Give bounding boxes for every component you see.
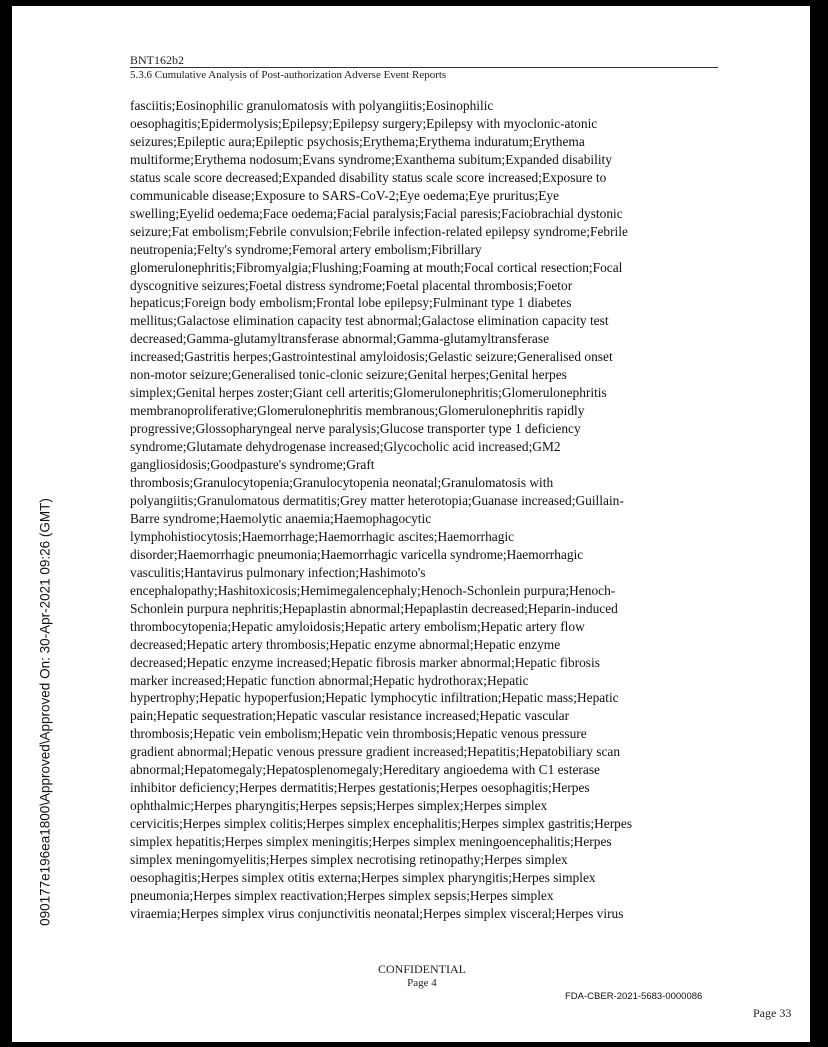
body-line: decreased;Gamma-glutamyltransferase abnormal;Gamma-glutamyltransferase <box>130 331 550 347</box>
body-line: increased;Gastritis herpes;Gastrointestinal amyloidosis;Gelastic seizure;Generalised onset <box>130 349 613 365</box>
body-line: simplex;Genital herpes zoster;Giant cell arteritis;Glomerulonephritis;Glomerulonephritis <box>130 385 607 401</box>
body-line: marker increased;Hepatic function abnormal;Hepatic hydrothorax;Hepatic <box>130 672 529 688</box>
body-line: communicable disease;Exposure to SARS-CoV-2;Eye oedema;Eye pruritus;Eye <box>130 187 560 203</box>
body-line: swelling;Eyelid oedema;Face oedema;Facial paralysis;Facial paresis;Faciobrachial dystonic <box>130 205 623 221</box>
inner-page-number: Page 4 <box>407 977 437 989</box>
body-line: hepaticus;Foreign body embolism;Frontal lobe epilepsy;Fulminant type 1 diabetes <box>130 295 572 311</box>
body-line: Schonlein purpura nephritis;Hepaplastin abnormal;Hepaplastin decreased;Heparin-induced <box>130 600 618 616</box>
body-line: glomerulonephritis;Fibromyalgia;Flushing;Foaming at mouth;Focal cortical resection;Focal <box>130 259 623 275</box>
body-line: simplex meningomyelitis;Herpes simplex necrotising retinopathy;Herpes simplex <box>130 852 568 868</box>
body-line: thrombocytopenia;Hepatic amyloidosis;Hepatic artery embolism;Hepatic artery flow <box>130 618 585 634</box>
body-line: decreased;Hepatic artery thrombosis;Hepatic enzyme abnormal;Hepatic enzyme <box>130 636 561 652</box>
body-line: seizure;Fat embolism;Febrile convulsion;Febrile infection-related epilepsy syndrome;Febrile <box>130 223 628 239</box>
body-line: disorder;Haemorrhagic pneumonia;Haemorrhagic varicella syndrome;Haemorrhagic <box>130 546 584 562</box>
body-line: pain;Hepatic sequestration;Hepatic vascular resistance increased;Hepatic vascular <box>130 708 570 724</box>
body-line: non-motor seizure;Generalised tonic-clonic seizure;Genital herpes;Genital herpes <box>130 367 567 383</box>
body-line: viraemia;Herpes simplex virus conjunctivitis neonatal;Herpes simplex visceral;Herpes virus <box>130 905 624 921</box>
body-line: mellitus;Galactose elimination capacity test abnormal;Galactose elimination capacity test <box>130 313 609 329</box>
body-line: pneumonia;Herpes simplex reactivation;Herpes simplex sepsis;Herpes simplex <box>130 887 554 903</box>
body-line: oesophagitis;Herpes simplex otitis externa;Herpes simplex pharyngitis;Herpes simplex <box>130 869 596 885</box>
approval-stamp: 090177e196ea1800\Approved\Approved On: 30-Apr-2021 09:26 (GMT) <box>37 498 53 926</box>
body-line: encephalopathy;Hashitoxicosis;Hemimegalencephaly;Henoch-Schonlein purpura;Henoch- <box>130 582 616 598</box>
body-line: lymphohistiocytosis;Haemorrhage;Haemorrhagic ascites;Haemorrhagic <box>130 528 515 544</box>
body-line: progressive;Glossopharyngeal nerve paralysis;Glucose transporter type 1 deficiency <box>130 421 581 437</box>
body-line: inhibitor deficiency;Herpes dermatitis;Herpes gestationis;Herpes oesophagitis;Herpes <box>130 780 590 796</box>
body-line: syndrome;Glutamate dehydrogenase increased;Glycocholic acid increased;GM2 <box>130 439 561 455</box>
body-line: thrombosis;Hepatic vein embolism;Hepatic vein thrombosis;Hepatic venous pressure <box>130 726 587 742</box>
body-line: hypertrophy;Hepatic hypoperfusion;Hepatic lymphocytic infiltration;Hepatic mass;Hepatic <box>130 690 619 706</box>
confidential-label: CONFIDENTIAL <box>378 962 466 976</box>
body-line: abnormal;Hepatomegaly;Hepatosplenomegaly;Hereditary angioedema with C1 esterase <box>130 762 600 778</box>
body-line: dyscognitive seizures;Foetal distress syndrome;Foetal placental thrombosis;Foetor <box>130 277 573 293</box>
body-line: multiforme;Erythema nodosum;Evans syndrome;Exanthema subitum;Expanded disability <box>130 151 612 167</box>
body-line: ophthalmic;Herpes pharyngitis;Herpes sepsis;Herpes simplex;Herpes simplex <box>130 798 548 814</box>
adverse-event-list <box>130 97 720 937</box>
body-line: gradient abnormal;Hepatic venous pressure gradient increased;Hepatitis;Hepatobiliary scan <box>130 744 621 760</box>
body-line: decreased;Hepatic enzyme increased;Hepatic fibrosis marker abnormal;Hepatic fibrosis <box>130 654 600 670</box>
body-line: Barre syndrome;Haemolytic anaemia;Haemophagocytic <box>130 510 432 526</box>
body-line: polyangiitis;Granulomatous dermatitis;Grey matter heterotopia;Guanase increased;Guillain- <box>130 492 624 508</box>
outer-page-number: Page 33 <box>753 1006 792 1020</box>
body-line: vasculitis;Hantavirus pulmonary infection;Hashimoto's <box>130 564 426 580</box>
body-line: thrombosis;Granulocytopenia;Granulocytopenia neonatal;Granulomatosis with <box>130 475 554 491</box>
body-line: seizures;Epileptic aura;Epileptic psychosis;Erythema;Erythema induratum;Erythema <box>130 133 585 149</box>
body-line: oesophagitis;Epidermolysis;Epilepsy;Epilepsy surgery;Epilepsy with myoclonic-atonic <box>130 115 598 131</box>
header-product: BNT162b2 <box>130 53 184 67</box>
body-line: membranoproliferative;Glomerulonephritis membranous;Glomerulonephritis rapidly <box>130 403 585 419</box>
body-line: simplex hepatitis;Herpes simplex meningitis;Herpes simplex meningoencephalitis;Herpes <box>130 834 612 850</box>
body-line: gangliosidosis;Goodpasture's syndrome;Graft <box>130 457 375 473</box>
body-line: neutropenia;Felty's syndrome;Femoral artery embolism;Fibrillary <box>130 241 482 257</box>
document-id: FDA-CBER-2021-5683-0000086 <box>565 991 703 1002</box>
body-line: cervicitis;Herpes simplex colitis;Herpes simplex encephalitis;Herpes simplex gastritis;Herpes <box>130 816 633 832</box>
header-section-title: 5.3.6 Cumulative Analysis of Post-authorization Adverse Event Reports <box>130 69 447 81</box>
body-line: status scale score decreased;Expanded disability status scale score increased;Exposure to <box>130 169 607 185</box>
body-line: fasciitis;Eosinophilic granulomatosis with polyangiitis;Eosinophilic <box>130 98 494 113</box>
header-rule <box>130 67 718 68</box>
